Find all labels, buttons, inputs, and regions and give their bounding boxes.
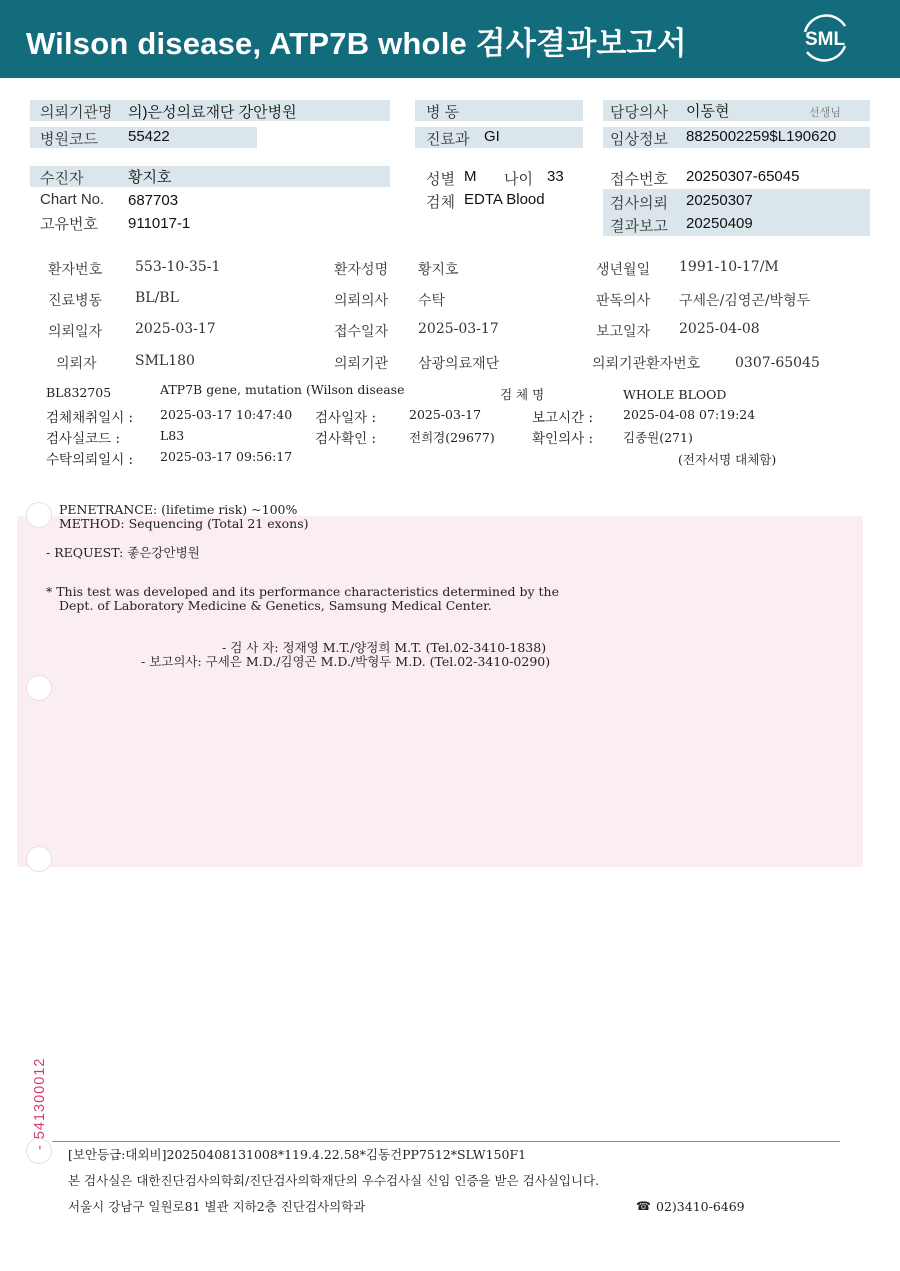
grid-r3-c-value: 2025-04-08 bbox=[679, 321, 760, 337]
unique-value: 911017-1 bbox=[128, 215, 191, 232]
logo-text: SML bbox=[804, 29, 846, 50]
receipt-label: 접수번호 bbox=[610, 171, 668, 188]
punch-hole bbox=[26, 502, 52, 528]
request-text: - REQUEST: 좋은강안병원 bbox=[46, 545, 200, 560]
footer-divider bbox=[52, 1141, 840, 1142]
test-name: ATP7B gene, mutation (Wilson disease bbox=[160, 382, 405, 397]
grid-r4-c-label: 의뢰기관환자번호 bbox=[592, 356, 701, 372]
grid-r1-c-label: 생년월일 bbox=[596, 262, 651, 278]
grid-r1-a-label: 환자번호 bbox=[48, 262, 103, 278]
grid-r3-b-label: 접수일자 bbox=[334, 324, 389, 340]
report-date-label: 결과보고 bbox=[610, 218, 668, 235]
grid-r4-c-value: 0307-65045 bbox=[735, 355, 820, 371]
doctor-suffix: 선생님 bbox=[809, 107, 841, 119]
note-line-1: * This test was developed and its performance characteristics determined by the bbox=[46, 584, 559, 599]
report-title: Wilson disease, ATP7B whole 검사결과보고서 bbox=[26, 26, 687, 61]
security-line: [보안등급:대외비]20250408131008*119.4.22.58*김동건PP7512*SLW150F1 bbox=[68, 1147, 527, 1162]
grid-r4-a-label: 의뢰자 bbox=[56, 356, 97, 372]
grid-r1-b-label: 환자성명 bbox=[334, 262, 389, 278]
hospital-code-value: 55422 bbox=[128, 128, 170, 145]
dept-value: GI bbox=[484, 128, 500, 145]
method-text: METHOD: Sequencing (Total 21 exons) bbox=[59, 516, 309, 531]
unique-label: 고유번호 bbox=[40, 216, 98, 233]
note-line-2: Dept. of Laboratory Medicine & Genetics, Samsung Medical Center. bbox=[59, 598, 492, 613]
grid-r2-a-label: 진료병동 bbox=[48, 293, 103, 309]
sml-logo bbox=[797, 12, 853, 64]
penetrance-text: PENETRANCE: (lifetime risk) ~100% bbox=[59, 502, 298, 517]
sex-label: 성별 bbox=[426, 171, 455, 188]
side-serial-number bbox=[28, 1020, 48, 1150]
tester-line: - 검 사 자: 정재영 M.T./양정희 M.T. (Tel.02-3410-1838) bbox=[222, 640, 547, 655]
receipt-value: 20250307-65045 bbox=[686, 168, 800, 185]
test-code: BL832705 bbox=[46, 385, 112, 400]
dept-label: 진료과 bbox=[426, 131, 470, 148]
side-serial-text: - 541300012 bbox=[32, 1057, 48, 1150]
institution-label: 의뢰기관명 bbox=[40, 104, 113, 121]
hospital-code-label: 병원코드 bbox=[40, 131, 98, 148]
clinical-label: 임상정보 bbox=[610, 131, 668, 148]
grid-r2-b-label: 의뢰의사 bbox=[334, 293, 389, 309]
collect-label: 검체채취일시 : bbox=[46, 410, 134, 426]
report-header bbox=[0, 0, 900, 78]
request-date-value: 20250307 bbox=[686, 192, 753, 209]
esign-note: (전자서명 대체함) bbox=[678, 452, 777, 467]
ward-label: 병 동 bbox=[426, 104, 460, 121]
phone-number: 02)3410-6469 bbox=[656, 1199, 745, 1214]
specimen-name-label: 검 체 명 bbox=[500, 387, 545, 402]
specimen-label: 검체 bbox=[426, 194, 455, 211]
report-time-label: 보고시간 : bbox=[532, 410, 594, 426]
grid-r2-c-label: 판독의사 bbox=[596, 293, 651, 309]
grid-r3-b-value: 2025-03-17 bbox=[418, 321, 499, 337]
grid-r2-a-value: BL/BL bbox=[135, 290, 179, 306]
clinical-value: 8825002259$L190620 bbox=[686, 128, 837, 145]
sex-value: M bbox=[464, 168, 477, 185]
age-value: 33 bbox=[547, 168, 564, 185]
doctor-value: 이동현 bbox=[686, 103, 730, 120]
grid-r3-a-value: 2025-03-17 bbox=[135, 321, 216, 337]
collect-value: 2025-03-17 10:47:40 bbox=[160, 407, 293, 422]
grid-r4-b-label: 의뢰기관 bbox=[334, 356, 389, 372]
lab-code-label: 검사실코드 : bbox=[46, 431, 121, 447]
grid-r2-b-value: 수탁 bbox=[418, 293, 446, 309]
punch-hole bbox=[26, 846, 52, 872]
institution-value: 의)은성의료재단 강안병원 bbox=[128, 104, 297, 121]
consign-label: 수탁의뢰일시 : bbox=[46, 452, 134, 468]
chart-label: Chart No. bbox=[40, 191, 105, 208]
grid-r2-c-value: 구세은/김영곤/박형두 bbox=[679, 293, 811, 309]
grid-r3-c-label: 보고일자 bbox=[596, 324, 651, 340]
result-area bbox=[17, 516, 863, 867]
doctor-label: 담당의사 bbox=[610, 104, 668, 121]
grid-r1-a-value: 553-10-35-1 bbox=[135, 259, 221, 275]
grid-r1-b-value: 황지호 bbox=[418, 262, 459, 278]
specimen-name-value: WHOLE BLOOD bbox=[623, 387, 727, 402]
test-date-value: 2025-03-17 bbox=[409, 407, 482, 422]
request-date-label: 검사의뢰 bbox=[610, 195, 668, 212]
address-line: 서울시 강남구 일원로81 별관 지하2층 진단검사의학과 bbox=[68, 1199, 366, 1214]
grid-r4-b-value: 삼광의료재단 bbox=[418, 356, 500, 372]
telephone-icon: ☎ bbox=[636, 1199, 651, 1213]
grid-r4-a-value: SML180 bbox=[135, 353, 195, 369]
grid-r3-a-label: 의뢰일자 bbox=[48, 324, 103, 340]
confirm-doc-value: 김종원(271) bbox=[623, 430, 693, 445]
age-label: 나이 bbox=[504, 171, 533, 188]
test-date-label: 검사일자 : bbox=[315, 410, 377, 426]
chart-value: 687703 bbox=[128, 192, 179, 209]
report-date-value: 20250409 bbox=[686, 215, 753, 232]
reporter-line: - 보고의사: 구세은 M.D./김영곤 M.D./박형두 M.D. (Tel.02-3410-0290) bbox=[141, 654, 551, 669]
grid-r1-c-value: 1991-10-17/M bbox=[679, 259, 779, 275]
confirm-value: 전희경(29677) bbox=[409, 430, 495, 445]
confirm-label: 검사확인 : bbox=[315, 431, 377, 447]
patient-label: 수진자 bbox=[40, 170, 84, 187]
punch-hole bbox=[26, 675, 52, 701]
report-time-value: 2025-04-08 07:19:24 bbox=[623, 407, 756, 422]
lab-code-value: L83 bbox=[160, 428, 185, 443]
patient-bar bbox=[30, 166, 390, 187]
certification-line: 본 검사실은 대한진단검사의학회/진단검사의학재단의 우수검사실 신임 인증을 받은 검사실입니다. bbox=[68, 1173, 600, 1188]
consign-value: 2025-03-17 09:56:17 bbox=[160, 449, 293, 464]
confirm-doc-label: 확인의사 : bbox=[532, 431, 594, 447]
specimen-value: EDTA Blood bbox=[464, 191, 545, 208]
patient-value: 황지호 bbox=[128, 169, 172, 186]
